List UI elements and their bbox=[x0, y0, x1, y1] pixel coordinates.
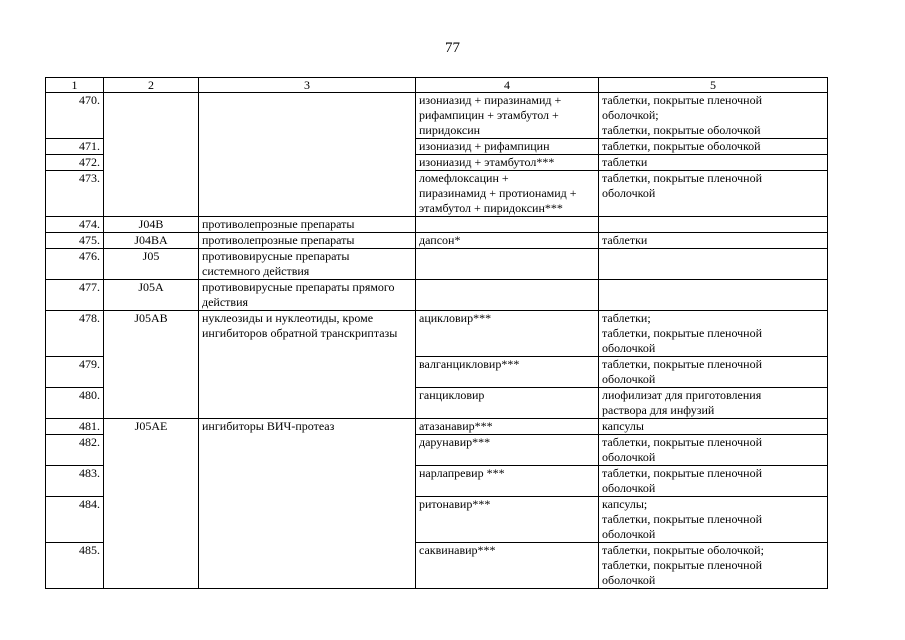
drug-name-line: изониазид + пиразинамид + bbox=[419, 93, 562, 107]
dosage-form-cell bbox=[599, 311, 828, 357]
table-row bbox=[46, 419, 828, 435]
atc-name-line: противовирусные препараты bbox=[202, 249, 350, 263]
atc-name-line: системного действия bbox=[202, 264, 310, 278]
row-number: 477. bbox=[46, 280, 104, 311]
drug-name-cell bbox=[416, 93, 599, 139]
dosage-form-line: таблетки, покрытые оболочкой bbox=[602, 139, 761, 153]
atc-name-cell bbox=[199, 233, 416, 249]
dosage-form-line: таблетки, покрытые пленочной bbox=[602, 512, 763, 526]
atc-name-line: ингибиторы ВИЧ-протеаз bbox=[202, 419, 335, 433]
dosage-form-line: таблетки, покрытые оболочкой bbox=[602, 123, 761, 137]
dosage-form-cell bbox=[599, 139, 828, 155]
row-number: 470. bbox=[46, 93, 104, 139]
atc-code-cell bbox=[104, 93, 199, 217]
dosage-form-line: оболочкой; bbox=[602, 108, 659, 122]
dosage-form-line: таблетки bbox=[602, 155, 648, 169]
row-number: 474. bbox=[46, 217, 104, 233]
drug-name-line: ломефлоксацин + bbox=[419, 171, 509, 185]
dosage-form-cell bbox=[599, 497, 828, 543]
drug-name-line: ганцикловир bbox=[419, 388, 485, 402]
drug-name-cell bbox=[416, 249, 599, 280]
dosage-form-line: таблетки, покрытые пленочной bbox=[602, 435, 763, 449]
drug-name-cell bbox=[416, 419, 599, 435]
dosage-form-cell bbox=[599, 435, 828, 466]
dosage-form-line: капсулы bbox=[602, 419, 644, 433]
row-number: 481. bbox=[46, 419, 104, 435]
dosage-form-line: таблетки, покрытые пленочной bbox=[602, 93, 763, 107]
drug-table bbox=[45, 77, 828, 589]
atc-name-line: ингибиторов обратной транскриптазы bbox=[202, 326, 398, 340]
dosage-form-line: таблетки, покрытые пленочной bbox=[602, 171, 763, 185]
dosage-form-line: раствора для инфузий bbox=[602, 403, 715, 417]
drug-name-line: ритонавир*** bbox=[419, 497, 491, 511]
dosage-form-line: таблетки, покрытые оболочкой; bbox=[602, 543, 764, 557]
atc-name-line: действия bbox=[202, 295, 249, 309]
drug-name-cell bbox=[416, 139, 599, 155]
dosage-form-line: лиофилизат для приготовления bbox=[602, 388, 762, 402]
atc-name-cell bbox=[199, 280, 416, 311]
dosage-form-cell bbox=[599, 217, 828, 233]
drug-name-cell bbox=[416, 543, 599, 589]
table-row bbox=[46, 217, 828, 233]
dosage-form-line: оболочкой bbox=[602, 186, 656, 200]
row-number: 473. bbox=[46, 171, 104, 217]
table-row bbox=[46, 249, 828, 280]
col-header-2: 2 bbox=[104, 78, 199, 93]
atc-name-cell bbox=[199, 249, 416, 280]
col-header-3: 3 bbox=[199, 78, 416, 93]
drug-name-line: пиразинамид + протионамид + bbox=[419, 186, 577, 200]
atc-name-line: нуклеозиды и нуклеотиды, кроме bbox=[202, 311, 374, 325]
atc-code-cell: J05 bbox=[104, 249, 199, 280]
col-header-1: 1 bbox=[46, 78, 104, 93]
dosage-form-line: таблетки, покрытые пленочной bbox=[602, 466, 763, 480]
atc-code-cell: J05AE bbox=[104, 419, 199, 589]
col-header-4: 4 bbox=[416, 78, 599, 93]
row-number: 485. bbox=[46, 543, 104, 589]
atc-name-cell bbox=[199, 93, 416, 217]
dosage-form-cell bbox=[599, 233, 828, 249]
dosage-form-cell bbox=[599, 171, 828, 217]
table-row bbox=[46, 311, 828, 357]
row-number: 475. bbox=[46, 233, 104, 249]
atc-name-line: противолепрозные препараты bbox=[202, 233, 355, 247]
atc-name-cell bbox=[199, 311, 416, 419]
dosage-form-line: оболочкой bbox=[602, 527, 656, 541]
row-number: 484. bbox=[46, 497, 104, 543]
drug-name-line: изониазид + этамбутол*** bbox=[419, 155, 555, 169]
dosage-form-cell bbox=[599, 280, 828, 311]
dosage-form-cell bbox=[599, 388, 828, 419]
drug-name-cell bbox=[416, 357, 599, 388]
drug-name-cell bbox=[416, 155, 599, 171]
row-number: 480. bbox=[46, 388, 104, 419]
row-number: 479. bbox=[46, 357, 104, 388]
drug-name-cell bbox=[416, 435, 599, 466]
drug-name-cell bbox=[416, 311, 599, 357]
drug-name-line: дарунавир*** bbox=[419, 435, 491, 449]
table-row bbox=[46, 280, 828, 311]
atc-name-cell bbox=[199, 217, 416, 233]
dosage-form-line: капсулы; bbox=[602, 497, 648, 511]
drug-name-cell bbox=[416, 280, 599, 311]
atc-code-cell: J05A bbox=[104, 280, 199, 311]
dosage-form-cell bbox=[599, 249, 828, 280]
drug-name-line: валганцикловир*** bbox=[419, 357, 520, 371]
dosage-form-line: оболочкой bbox=[602, 481, 656, 495]
dosage-form-cell bbox=[599, 543, 828, 589]
row-number: 476. bbox=[46, 249, 104, 280]
header-row bbox=[46, 78, 828, 93]
row-number: 471. bbox=[46, 139, 104, 155]
col-header-5: 5 bbox=[599, 78, 828, 93]
drug-name-cell bbox=[416, 497, 599, 543]
drug-name-cell bbox=[416, 233, 599, 249]
dosage-form-line: таблетки, покрытые пленочной bbox=[602, 357, 763, 371]
drug-name-cell bbox=[416, 217, 599, 233]
drug-name-cell bbox=[416, 466, 599, 497]
drug-name-line: дапсон* bbox=[419, 233, 461, 247]
dosage-form-cell bbox=[599, 419, 828, 435]
drug-name-line: саквинавир*** bbox=[419, 543, 496, 557]
drug-name-line: нарлапревир *** bbox=[419, 466, 505, 480]
row-number: 472. bbox=[46, 155, 104, 171]
table-row bbox=[46, 93, 828, 139]
drug-name-cell bbox=[416, 171, 599, 217]
drug-name-line: атазанавир*** bbox=[419, 419, 493, 433]
atc-code-cell: J04B bbox=[104, 217, 199, 233]
drug-name-line: этамбутол + пиридоксин*** bbox=[419, 201, 563, 215]
dosage-form-cell bbox=[599, 93, 828, 139]
drug-name-cell bbox=[416, 388, 599, 419]
table-row bbox=[46, 233, 828, 249]
dosage-form-line: оболочкой bbox=[602, 372, 656, 386]
row-number: 482. bbox=[46, 435, 104, 466]
page-number: 77 bbox=[445, 40, 460, 56]
dosage-form-line: таблетки, покрытые пленочной bbox=[602, 326, 763, 340]
row-number: 478. bbox=[46, 311, 104, 357]
dosage-form-line: оболочкой bbox=[602, 573, 656, 587]
atc-name-line: противолепрозные препараты bbox=[202, 217, 355, 231]
atc-code-cell: J04BA bbox=[104, 233, 199, 249]
dosage-form-line: таблетки bbox=[602, 233, 648, 247]
atc-name-cell bbox=[199, 419, 416, 589]
atc-code-cell: J05AB bbox=[104, 311, 199, 419]
dosage-form-cell bbox=[599, 466, 828, 497]
dosage-form-cell bbox=[599, 155, 828, 171]
drug-name-line: ацикловир*** bbox=[419, 311, 492, 325]
drug-name-line: рифампицин + этамбутол + bbox=[419, 108, 559, 122]
dosage-form-line: таблетки, покрытые пленочной bbox=[602, 558, 763, 572]
atc-name-line: противовирусные препараты прямого bbox=[202, 280, 395, 294]
dosage-form-cell bbox=[599, 357, 828, 388]
drug-name-line: изониазид + рифампицин bbox=[419, 139, 550, 153]
dosage-form-line: таблетки; bbox=[602, 311, 651, 325]
drug-name-line: пиридоксин bbox=[419, 123, 481, 137]
dosage-form-line: оболочкой bbox=[602, 341, 656, 355]
row-number: 483. bbox=[46, 466, 104, 497]
dosage-form-line: оболочкой bbox=[602, 450, 656, 464]
